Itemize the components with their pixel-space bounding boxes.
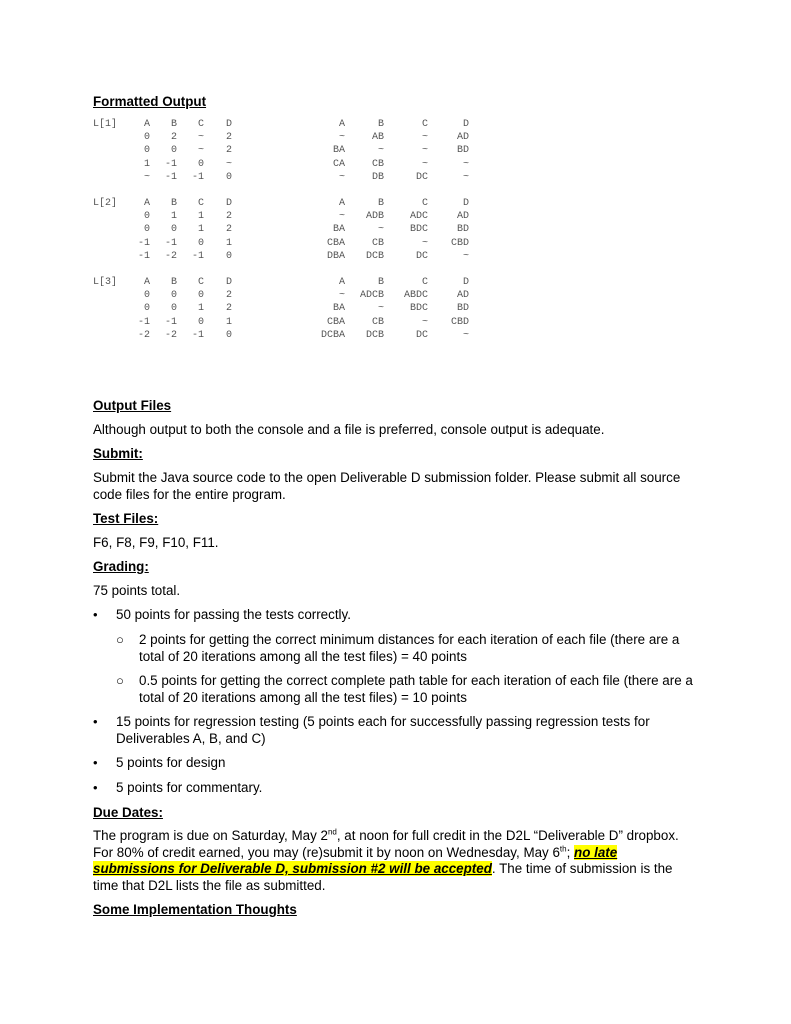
distance-cell: 1 xyxy=(197,211,204,223)
grading-bullet-regression: 15 points for regression testing (5 points each for successfully passing regression tests for Deliverables A, B, and C) xyxy=(116,714,650,746)
path-cell: BA xyxy=(332,145,345,157)
output-files-heading: Output Files xyxy=(93,398,172,413)
due-dates-text xyxy=(93,828,695,894)
path-cell: ~ xyxy=(338,290,345,302)
matrix-label: L[1] xyxy=(93,119,118,130)
path-cell: ~ xyxy=(377,224,384,236)
path-cell: CA xyxy=(332,158,345,170)
distance-header-cell: A xyxy=(143,198,150,209)
distance-cell: -1 xyxy=(137,250,150,262)
path-cell: ~ xyxy=(377,145,384,157)
distance-cell: ~ xyxy=(225,158,232,170)
path-cell: ~ xyxy=(421,316,428,328)
distance-header-cell: B xyxy=(170,119,177,130)
path-cell: CB xyxy=(371,237,384,249)
distance-cell: -2 xyxy=(164,250,177,262)
path-header-cell: A xyxy=(338,119,345,130)
distance-cell: 0 xyxy=(143,290,150,302)
path-header-cell: B xyxy=(377,198,384,209)
distance-cell: 0 xyxy=(170,290,177,302)
distance-cell: 0 xyxy=(170,303,177,315)
distance-cell: 0 xyxy=(197,237,204,249)
path-cell: BDC xyxy=(409,303,428,315)
formatted-output-heading: Formatted Output xyxy=(93,94,207,109)
path-cell: ~ xyxy=(421,237,428,249)
distance-cell: 0 xyxy=(225,329,232,341)
implementation-heading: Some Implementation Thoughts xyxy=(93,902,297,917)
path-header-cell: D xyxy=(462,119,469,130)
path-cell: ADB xyxy=(365,211,384,223)
path-header-cell: C xyxy=(421,198,428,209)
path-cell: AD xyxy=(456,132,469,144)
distance-cell: -2 xyxy=(137,329,150,341)
path-cell: ~ xyxy=(462,158,469,170)
path-cell: BD xyxy=(456,224,469,236)
distance-cell: -2 xyxy=(164,329,177,341)
distance-header-cell: C xyxy=(197,119,204,130)
path-cell: ~ xyxy=(421,158,428,170)
grading-bullet-design: 5 points for design xyxy=(116,755,226,770)
distance-cell: 1 xyxy=(170,211,177,223)
grading-bullet-commentary: 5 points for commentary. xyxy=(116,780,263,795)
path-cell: ~ xyxy=(338,211,345,223)
distance-cell: 2 xyxy=(225,303,232,315)
late-policy-highlight: no late submissions for Deliverable D, submission #2 will be accepted xyxy=(93,844,618,876)
test-files-heading: Test Files: xyxy=(93,511,159,526)
matrix-label: L[2] xyxy=(93,198,118,209)
path-header-cell: B xyxy=(377,119,384,130)
path-cell: DBA xyxy=(326,250,345,262)
distance-cell: 2 xyxy=(225,145,232,157)
grading-bullet-tests: 50 points for passing the tests correctly. xyxy=(116,607,351,622)
path-header-cell: C xyxy=(421,277,428,288)
distance-cell: -1 xyxy=(164,316,177,328)
grading-sub-bullet-paths: 0.5 points for getting the correct complete path table for each iteration of each file (there are a total of 20 iterations among all the test files) = 10 points xyxy=(139,673,693,705)
distance-cell: ~ xyxy=(197,132,204,144)
distance-header-cell: C xyxy=(197,277,204,288)
distance-cell: 1 xyxy=(225,237,232,249)
distance-header-cell: A xyxy=(143,119,150,130)
path-cell: CBA xyxy=(326,237,345,249)
distance-cell: 0 xyxy=(170,145,177,157)
distance-header-cell: D xyxy=(225,277,232,288)
path-cell: CB xyxy=(371,316,384,328)
path-cell: BD xyxy=(456,303,469,315)
distance-cell: 0 xyxy=(143,132,150,144)
distance-cell: 2 xyxy=(170,132,177,144)
submit-text: Submit the Java source code to the open Deliverable D submission folder. Please submit all source code files for the entire program. xyxy=(93,470,681,502)
path-cell: ~ xyxy=(338,171,345,183)
grading-total: 75 points total. xyxy=(93,583,181,598)
path-cell: DCB xyxy=(365,329,384,341)
path-cell: ~ xyxy=(462,171,469,183)
sub-bullet-icon: ○ xyxy=(116,673,124,688)
path-cell: ADC xyxy=(409,211,428,223)
path-cell: ~ xyxy=(462,250,469,262)
bullet-icon: • xyxy=(93,714,98,729)
path-cell: AB xyxy=(371,132,384,144)
bullet-icon: • xyxy=(93,607,98,622)
path-cell: ~ xyxy=(338,132,345,144)
distance-cell: ~ xyxy=(143,171,150,183)
test-files-text: F6, F8, F9, F10, F11. xyxy=(93,535,219,550)
distance-cell: 2 xyxy=(225,132,232,144)
path-header-cell: D xyxy=(462,277,469,288)
distance-header-cell: B xyxy=(170,198,177,209)
distance-cell: 0 xyxy=(197,158,204,170)
distance-cell: 2 xyxy=(225,211,232,223)
path-cell: DCBA xyxy=(320,329,345,341)
path-header-cell: B xyxy=(377,277,384,288)
path-cell: ~ xyxy=(377,303,384,315)
path-cell: BA xyxy=(332,224,345,236)
distance-cell: -1 xyxy=(191,171,204,183)
submit-heading: Submit: xyxy=(93,446,143,461)
distance-cell: 0 xyxy=(143,145,150,157)
bullet-icon: • xyxy=(93,755,98,770)
distance-cell: 1 xyxy=(143,158,150,170)
distance-cell: -1 xyxy=(164,158,177,170)
distance-header-cell: A xyxy=(143,277,150,288)
path-header-cell: D xyxy=(462,198,469,209)
path-cell: CBD xyxy=(450,316,469,328)
distance-cell: -1 xyxy=(137,237,150,249)
grading-sub-bullet-distances: 2 points for getting the correct minimum distances for each iteration of each file (there are a total of 20 iterations among all the test files) = 40 points xyxy=(139,632,680,664)
path-cell: DB xyxy=(371,171,384,183)
distance-cell: -1 xyxy=(164,237,177,249)
path-cell: DC xyxy=(415,250,428,262)
distance-cell: ~ xyxy=(197,145,204,157)
grading-heading: Grading: xyxy=(93,559,149,574)
path-cell: BD xyxy=(456,145,469,157)
bullet-icon: • xyxy=(93,780,98,795)
distance-cell: 2 xyxy=(225,290,232,302)
path-cell: CBD xyxy=(450,237,469,249)
path-cell: ~ xyxy=(462,329,469,341)
path-cell: BDC xyxy=(409,224,428,236)
sub-bullet-icon: ○ xyxy=(116,632,124,647)
due-dates-part-3: ; xyxy=(566,844,575,860)
path-header-cell: C xyxy=(421,119,428,130)
path-cell: CB xyxy=(371,158,384,170)
distance-header-cell: B xyxy=(170,277,177,288)
path-cell: DC xyxy=(415,329,428,341)
distance-cell: 0 xyxy=(170,224,177,236)
path-cell: AD xyxy=(456,211,469,223)
due-dates-heading: Due Dates: xyxy=(93,805,163,820)
matrix-label: L[3] xyxy=(93,277,118,288)
output-files-text: Although output to both the console and a file is preferred, console output is adequate. xyxy=(93,422,605,437)
distance-cell: 1 xyxy=(225,316,232,328)
distance-cell: 0 xyxy=(143,303,150,315)
path-cell: ~ xyxy=(421,132,428,144)
path-header-cell: A xyxy=(338,277,345,288)
distance-header-cell: D xyxy=(225,119,232,130)
due-dates-part-4: . The time of submission is the time that D2L lists the file as submitted. xyxy=(93,861,673,893)
distance-cell: 1 xyxy=(197,303,204,315)
distance-cell: 0 xyxy=(225,250,232,262)
distance-cell: 0 xyxy=(143,224,150,236)
path-cell: CBA xyxy=(326,316,345,328)
distance-cell: 1 xyxy=(197,224,204,236)
distance-cell: -1 xyxy=(164,171,177,183)
path-cell: AD xyxy=(456,290,469,302)
distance-cell: -1 xyxy=(191,329,204,341)
path-cell: ABDC xyxy=(403,290,428,302)
distance-cell: -1 xyxy=(137,316,150,328)
path-cell: DC xyxy=(415,171,428,183)
distance-cell: 2 xyxy=(225,224,232,236)
due-dates-part-1: The program is due on Saturday, May 2 xyxy=(93,828,328,843)
path-header-cell: A xyxy=(338,198,345,209)
distance-cell: 0 xyxy=(197,290,204,302)
distance-header-cell: C xyxy=(197,198,204,209)
distance-header-cell: D xyxy=(225,198,232,209)
distance-cell: 0 xyxy=(143,211,150,223)
due-dates-sup-th: th xyxy=(559,844,567,854)
path-cell: DCB xyxy=(365,250,384,262)
due-dates-part-2: , at noon for full credit in the D2L “Deliverable D” dropbox. For 80% of credit earned, you may (re)submit it by noon on Wednesday, May 6 xyxy=(93,828,679,860)
distance-cell: 0 xyxy=(197,316,204,328)
due-dates-sup-nd: nd xyxy=(327,827,337,837)
path-cell: ADCB xyxy=(359,290,384,302)
distance-cell: -1 xyxy=(191,250,204,262)
path-cell: BA xyxy=(332,303,345,315)
distance-cell: 0 xyxy=(225,171,232,183)
path-cell: ~ xyxy=(421,145,428,157)
